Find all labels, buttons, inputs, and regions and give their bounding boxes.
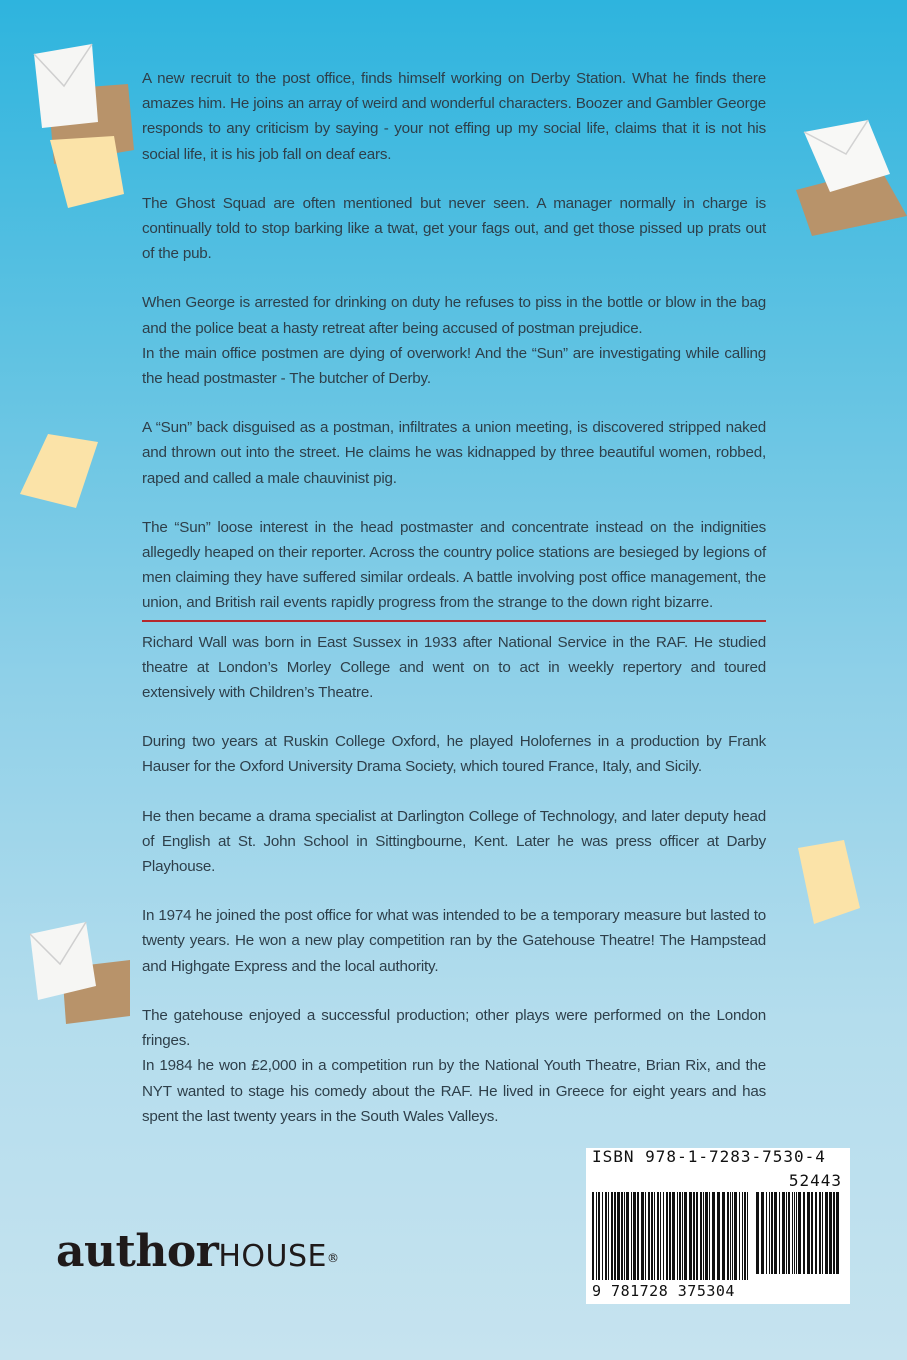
barcode-bar: [677, 1192, 678, 1280]
synopsis-paragraph: When George is arrested for drinking on duty he refuses to piss in the bottle or blow in the bag and the police beat a hasty retreat after being accused of postman prejudice.: [142, 294, 766, 337]
barcode-bar: [712, 1192, 715, 1280]
barcode-bar: [631, 1192, 632, 1280]
barcode-bar: [689, 1192, 692, 1280]
barcode-bar: [626, 1192, 629, 1280]
barcode-bar: [663, 1192, 664, 1280]
barcode-bar: [836, 1192, 839, 1274]
barcode-bar: [645, 1192, 646, 1280]
barcode-bar: [727, 1192, 729, 1280]
barcode-bar: [792, 1192, 793, 1274]
barcode-bar: [598, 1192, 600, 1280]
barcode-bar: [756, 1192, 759, 1274]
back-cover-text: [142, 66, 766, 1153]
barcode-bar: [592, 1192, 594, 1280]
registered-mark: ®: [326, 1251, 339, 1265]
synopsis-paragraph: In the main office postmen are dying of overwork! And the “Sun” are investigating while calling the head postmaster - The butcher of Derby.: [142, 344, 766, 388]
addon-barcode-bars: [754, 1192, 844, 1276]
biography-paragraph: The gatehouse enjoyed a successful production; other plays were performed on the London fringes.: [142, 1006, 766, 1050]
barcode-bar: [654, 1192, 655, 1280]
barcode-bar: [732, 1192, 733, 1280]
synopsis-paragraph: The Ghost Squad are often mentioned but never seen. A manager normally in charge is continually told to stop barking like a twat, get your fags out, and get those pissed up prats out of the pub.: [142, 194, 766, 263]
barcode-bar: [786, 1192, 787, 1274]
barcode-bar: [660, 1192, 661, 1280]
barcode-bar: [614, 1192, 616, 1280]
barcode-addon-number: 52443: [788, 1171, 842, 1190]
barcode-bar: [669, 1192, 671, 1280]
barcode-bar: [742, 1192, 743, 1280]
barcode-bar: [722, 1192, 725, 1280]
barcode-bar: [769, 1192, 770, 1274]
barcode-bar: [734, 1192, 737, 1280]
barcode-bar: [747, 1192, 748, 1280]
barcode-bar: [621, 1192, 623, 1280]
ean-number: 9 781728 375304: [592, 1282, 735, 1300]
barcode-bar: [717, 1192, 720, 1280]
barcode-bar: [815, 1192, 817, 1274]
paper-envelope-decoration-top-left: [28, 40, 138, 210]
barcode-bar: [684, 1192, 687, 1280]
barcode-bar: [819, 1192, 821, 1274]
barcode-bar: [730, 1192, 731, 1280]
barcode-bar: [700, 1192, 702, 1280]
isbn-label: ISBN 978-1-7283-7530-4: [592, 1147, 826, 1166]
barcode-bar: [633, 1192, 636, 1280]
barcode-bar: [709, 1192, 710, 1280]
barcode-bar: [788, 1192, 790, 1274]
barcode-bar: [611, 1192, 613, 1280]
barcode-bar: [617, 1192, 620, 1280]
paper-envelope-decoration-right: [786, 118, 907, 243]
synopsis-paragraph: The “Sun” loose interest in the head postmaster and concentrate instead on the indignities allegedly heaped on their reporter. Across the country police stations are besieged by legions of men claiming they have suffered similar ordeals. A battle involving post office management, the union, and British rail events rapidly progress from the strange to the down right bizarre.: [142, 518, 766, 612]
barcode-bar: [803, 1192, 805, 1274]
barcode-bar: [637, 1192, 639, 1280]
barcode-bar: [829, 1192, 832, 1274]
logo-author-text: author: [56, 1226, 219, 1277]
barcode-bar: [833, 1192, 835, 1274]
paper-envelope-decoration-bottom-left: [26, 920, 136, 1030]
publisher-logo: [56, 1224, 339, 1285]
barcode-bar: [651, 1192, 653, 1280]
barcode-bar: [825, 1192, 828, 1274]
barcode-bar: [605, 1192, 607, 1280]
barcode-bar: [672, 1192, 675, 1280]
synopsis-paragraph: A “Sun” back disguised as a postman, infiltrates a union meeting, is discovered stripped naked and thrown out into the street. He claims he was kidnapped by three beautiful women, robbed, raped and called a male chauvinist pig.: [142, 419, 766, 487]
barcode-bar: [794, 1192, 795, 1274]
barcode-bar: [648, 1192, 650, 1280]
section-divider: [142, 620, 766, 622]
barcode-bar: [779, 1192, 780, 1274]
biography-paragraph: In 1974 he joined the post office for what was intended to be a temporary measure but lasted to twenty years. He won a new play competition ran by the Gatehouse Theatre! The Hampstead and Highgate Express and the local authority.: [142, 907, 766, 975]
barcode-bar: [624, 1192, 625, 1280]
barcode-bar: [679, 1192, 681, 1280]
ean-barcode-bars: [590, 1192, 752, 1282]
barcode-bar: [666, 1192, 668, 1280]
barcode-bar: [807, 1192, 810, 1274]
barcode-bar: [596, 1192, 597, 1280]
paper-sheet-decoration-right: [794, 838, 864, 928]
barcode-bar: [739, 1192, 740, 1280]
barcode-bar: [811, 1192, 813, 1274]
barcode-bar: [796, 1192, 797, 1274]
barcode-bar: [766, 1192, 767, 1274]
isbn-barcode: [586, 1148, 850, 1304]
barcode-bar: [822, 1192, 823, 1274]
biography-paragraph: In 1984 he won £2,000 in a competition run by the National Youth Theatre, Brian Rix, and the NYT wanted to stage his comedy about the RAF. He lived in Greece for eight years and has spent the last twenty years in the South Wales Valleys.: [142, 1057, 766, 1125]
biography-paragraph: He then became a drama specialist at Darlington College of Technology, and later deputy head of English at St. John School in Sittingbourne, Kent. Later he was press officer at Darby Playhouse.: [142, 807, 766, 876]
synopsis-paragraph: A new recruit to the post office, finds himself working on Derby Station. What he finds there amazes him. He joins an array of weird and wonderful characters. Boozer and Gambler George responds to any criticism by saying - your not effing up my social life, claims that it is not his social life, it is his job fall on deaf ears.: [142, 70, 766, 163]
barcode-bar: [798, 1192, 801, 1274]
barcode-bar: [602, 1192, 603, 1280]
biography-paragraph: Richard Wall was born in East Sussex in 1933 after National Service in the RAF. He studied theatre at London’s Morley College and went on to act in weekly repertory and toured extensively with Children’s Theatre.: [142, 633, 766, 702]
paper-sheet-decoration-left: [18, 430, 100, 512]
barcode-bar: [761, 1192, 764, 1274]
barcode-bar: [608, 1192, 609, 1280]
barcode-bar: [782, 1192, 785, 1274]
barcode-bar: [641, 1192, 644, 1280]
barcode-bar: [657, 1192, 659, 1280]
biography-paragraph: During two years at Ruskin College Oxford, he played Holofernes in a production by Frank Hauser for the Oxford University Drama Society, which toured France, Italy, and Sicily.: [142, 733, 766, 776]
barcode-bar: [682, 1192, 683, 1280]
barcode-bar: [744, 1192, 746, 1280]
barcode-bar: [771, 1192, 773, 1274]
barcode-bar: [696, 1192, 698, 1280]
barcode-bar: [705, 1192, 708, 1280]
barcode-bar: [703, 1192, 704, 1280]
barcode-bar: [693, 1192, 695, 1280]
logo-house-text: HOUSE: [218, 1239, 327, 1274]
barcode-bar: [774, 1192, 777, 1274]
